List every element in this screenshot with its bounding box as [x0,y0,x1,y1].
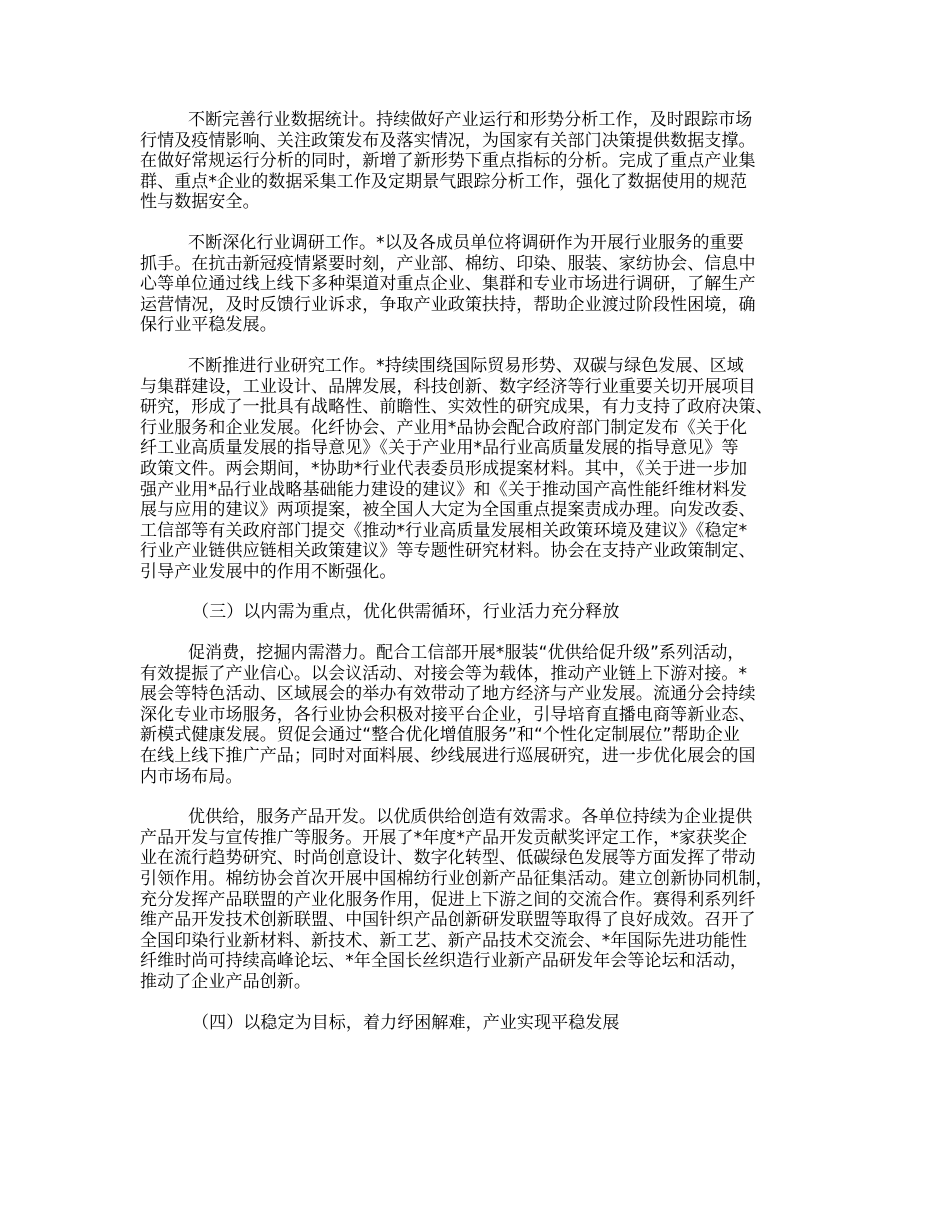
paragraph-industry-research-survey: 不断深化行业调研工作。*以及各成员单位将调研作为开展行业服务的重要 抓手。在抗击新冠疫情紧要时刻，产业部、棉纺、印染、服装、家纺协会、信息中 心等单位通过线上线下多种渠道对重点企业、集群和专业市场进行调研，了解生产 运营情况，及时反馈行业诉求，争取产业政策扶持，帮助企业渡过阶段性困境，确 保行业平稳发展。 [140,232,756,336]
paragraph-promote-consumption: 促消费，挖掘内需潜力。配合工信部开展*服装“优供给促升级”系列活动， 有效提振了产业信心。以会议活动、对接会等为载体，推动产业链上下游对接。* 展会等特色活动、区域展会的举办有效带动了地方经济与产业发展。流通分会持续 深化专业市场服务，各行业协会积极对接平台企业，引导培育直播电商等新业态、 新模式健康发展。贸促会通过“整合优化增值服务”和“个性化定制展位”帮助企业 在线上线下推广产品；同时对面料展、纱线展进行巡展研究，进一步优化展会的国 内市场布局。 [140,643,756,787]
section-heading-4: （四）以稳定为目标，着力纾困解难，产业实现平稳发展 [192,1012,620,1033]
section-heading-3: （三）以内需为重点，优化供需循环，行业活力充分释放 [192,602,620,623]
paragraph-data-statistics: 不断完善行业数据统计。持续做好产业运行和形势分析工作，及时跟踪市场 行情及疫情影响、关注政策发布及落实情况，为国家有关部门决策提供数据支撑。 在做好常规运行分析的同时，新增了新形势下重点指标的分析。完成了重点产业集 群、重点*企业的数据采集工作及定期景气跟踪分析工作，强化了数据使用的规范 性与数据安全。 [140,110,756,213]
document-body [140,110,825,1053]
paragraph-optimize-supply: 优供给，服务产品开发。以优质供给创造有效需求。各单位持续为企业提供 产品开发与宣传推广等服务。开展了*年度*产品开发贡献奖评定工作，*家获奖企 业在流行趋势研究、时尚创意设计、数字化转型、低碳绿色发展等方面发挥了带动 引领作用。棉纺协会首次开展中国棉纺行业创新产品征集活动。建立创新协同机制， 充分发挥产品联盟的产业化服务作用，促进上下游之间的交流合作。赛得利系列纤 维产品开发技术创新联盟、中国针织产品创新研发联盟等取得了良好成效。召开了 全国印染行业新材料、新技术、新工艺、新产品技术交流会、*年国际先进功能性 纤维时尚可持续高峰论坛、*年全国长丝织造行业新产品研发年会等论坛和活动， 推动了企业产品创新。 [140,807,773,992]
paragraph-industry-research-work: 不断推进行业研究工作。*持续围绕国际贸易形势、双碳与绿色发展、区域 与集群建设，工业设计、品牌发展，科技创新、数字经济等行业重要关切开展项目 研究，形成了一批具有战略性、前瞻性、实效性的研究成果，有力支持了政府决策、 行业服务和企业发展。化纤协会、产业用*品协会配合政府部门制定发布《关于化 纤工业高质量发展的指导意见》《关于产业用*品行业高质量发展的指导意见》等 政策文件。两会期间，*协助*行业代表委员形成提案材料。其中，《关于进一步加 强产业用*品行业战略基础能力建设的建议》和《关于推动国产高性能纤维材料发 展与应用的建议》两项提案，被全国人大定为全国重点提案责成办理。向发改委、 工信部等有关政府部门提交《推动*行业高质量发展相关政策环境及建议》《稳定* 行业产业链供应链相关政策建议》等专题性研究材料。协会在支持产业政策制定、 引导产业发展中的作用不断强化。 [140,355,773,582]
